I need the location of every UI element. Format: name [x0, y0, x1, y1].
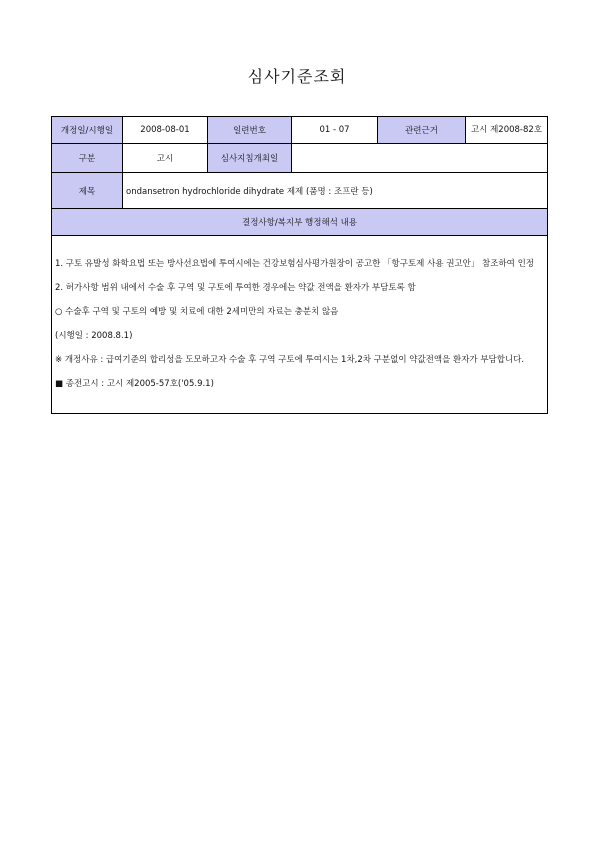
content-paragraph: 2. 허가사항 범위 내에서 수술 후 구역 및 구토에 투여한 경우에는 약값 전액을 환자가 부담토록 함: [55, 283, 416, 293]
content-body: [52, 236, 548, 414]
section-header: 결정사항/복지부 행정해석 내용: [52, 209, 548, 236]
table-row: [52, 236, 548, 414]
table-row: [52, 144, 548, 173]
criteria-table: [51, 116, 548, 414]
serial-label: 일련번호: [208, 117, 292, 144]
content-paragraph: ■ 종전고시 : 고시 제2005-57호('05.9.1): [55, 379, 214, 389]
content-paragraph: 1. 구토 유발성 화학요법 또는 방사선요법에 투여시에는 건강보험심사평가원장이 공고한 「항구토제 사용 권고안」 참조하여 인정: [55, 259, 535, 269]
page-title: 심사기준조회: [247, 67, 347, 86]
type-value: 고시: [123, 144, 208, 173]
subject-label: 제목: [52, 173, 123, 209]
date-label: 개정일/시행일: [52, 117, 123, 144]
table-row: [52, 173, 548, 209]
table-row: [52, 209, 548, 236]
basis-label: 관련근거: [378, 117, 466, 144]
serial-value: 01 - 07: [292, 117, 378, 144]
committee-value: [292, 144, 548, 173]
type-label: 구분: [52, 144, 123, 173]
table-row: [52, 117, 548, 144]
subject-value: ondansetron hydrochloride dihydrate 제제 (품명 : 조프란 등): [123, 173, 548, 209]
content-paragraph: ※ 개정사유 : 급여기준의 합리성을 도모하고자 수술 후 구역 구토에 투여시는 1차,2차 구분없이 약값전액을 환자가 부담합니다.: [55, 355, 525, 365]
basis-value: 고시 제2008-82호: [466, 117, 548, 144]
committee-label: 심사지침개최일: [208, 144, 292, 173]
content-paragraph: (시행일 : 2008.8.1): [55, 331, 133, 341]
content-paragraph: ○ 수술후 구역 및 구토의 예방 및 치료에 대한 2세미만의 자료는 충분치 않음: [55, 307, 339, 317]
date-value: 2008-08-01: [123, 117, 208, 144]
